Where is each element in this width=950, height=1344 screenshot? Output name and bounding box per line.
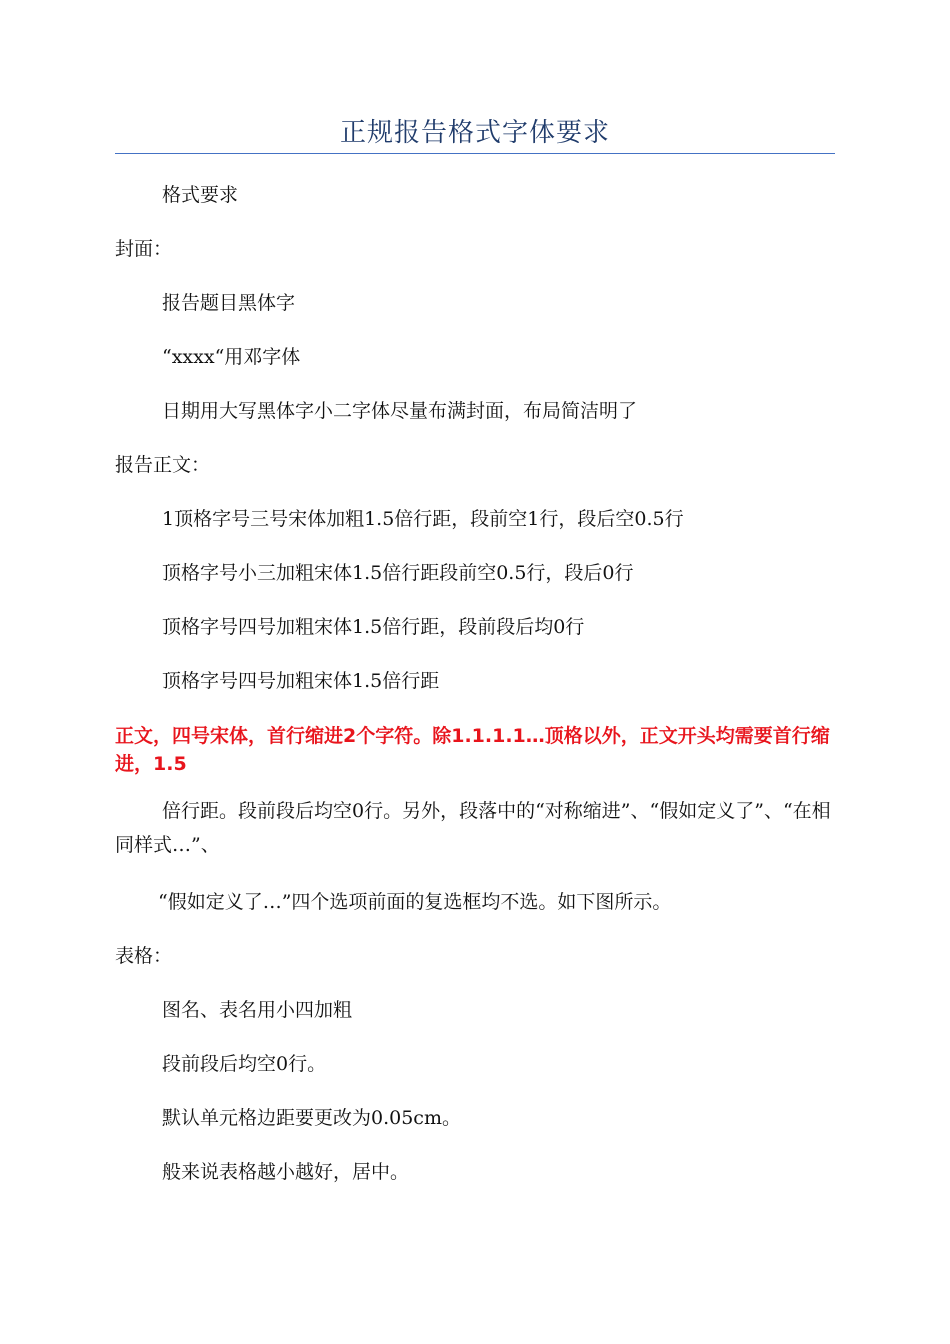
document-title: 正规报告格式字体要求 [339, 118, 610, 148]
text-line: 默认单元格边距要更改为0.05cm。 [162, 1107, 461, 1129]
section-heading-cover: 封面： [115, 238, 173, 260]
title-underline [115, 153, 835, 154]
text-line: “xxxx“用邓字体 [162, 346, 301, 368]
text-line: 般来说表格越小越好，居中。 [162, 1161, 410, 1183]
section-heading-body: 报告正文： [115, 454, 211, 476]
text-line: 日期用大写黑体字小二字体尽量布满封面，布局简洁明了 [162, 400, 638, 422]
section-heading-table: 表格： [115, 945, 173, 967]
text-line: 格式要求 [162, 184, 239, 206]
text-line: 段前段后均空0行。 [162, 1053, 327, 1075]
body-paragraph: 倍行距。段前段后均空0行。另外，段落中的“对称缩进”、“假如定义了”、“在相同样式…”、 [115, 800, 831, 856]
red-highlight-note: 正文，四号宋体，首行缩进2个字符。除1.1.1.1…顶格以外，正文开头均需要首行缩进，1.5 [115, 725, 830, 775]
text-line: 报告题目黑体字 [162, 292, 296, 314]
text-line: 顶格字号四号加粗宋体1.5倍行距 [162, 670, 440, 692]
text-line: 顶格字号四号加粗宋体1.5倍行距，段前段后均0行 [162, 616, 585, 638]
text-line: “假如定义了…”四个选项前面的复选框均不选。如下图所示。 [158, 891, 672, 913]
text-line: 1顶格字号三号宋体加粗1.5倍行距，段前空1行，段后空0.5行 [162, 508, 684, 530]
text-line: 顶格字号小三加粗宋体1.5倍行距段前空0.5行，段后0行 [162, 562, 634, 584]
text-line: 图名、表名用小四加粗 [162, 999, 353, 1021]
